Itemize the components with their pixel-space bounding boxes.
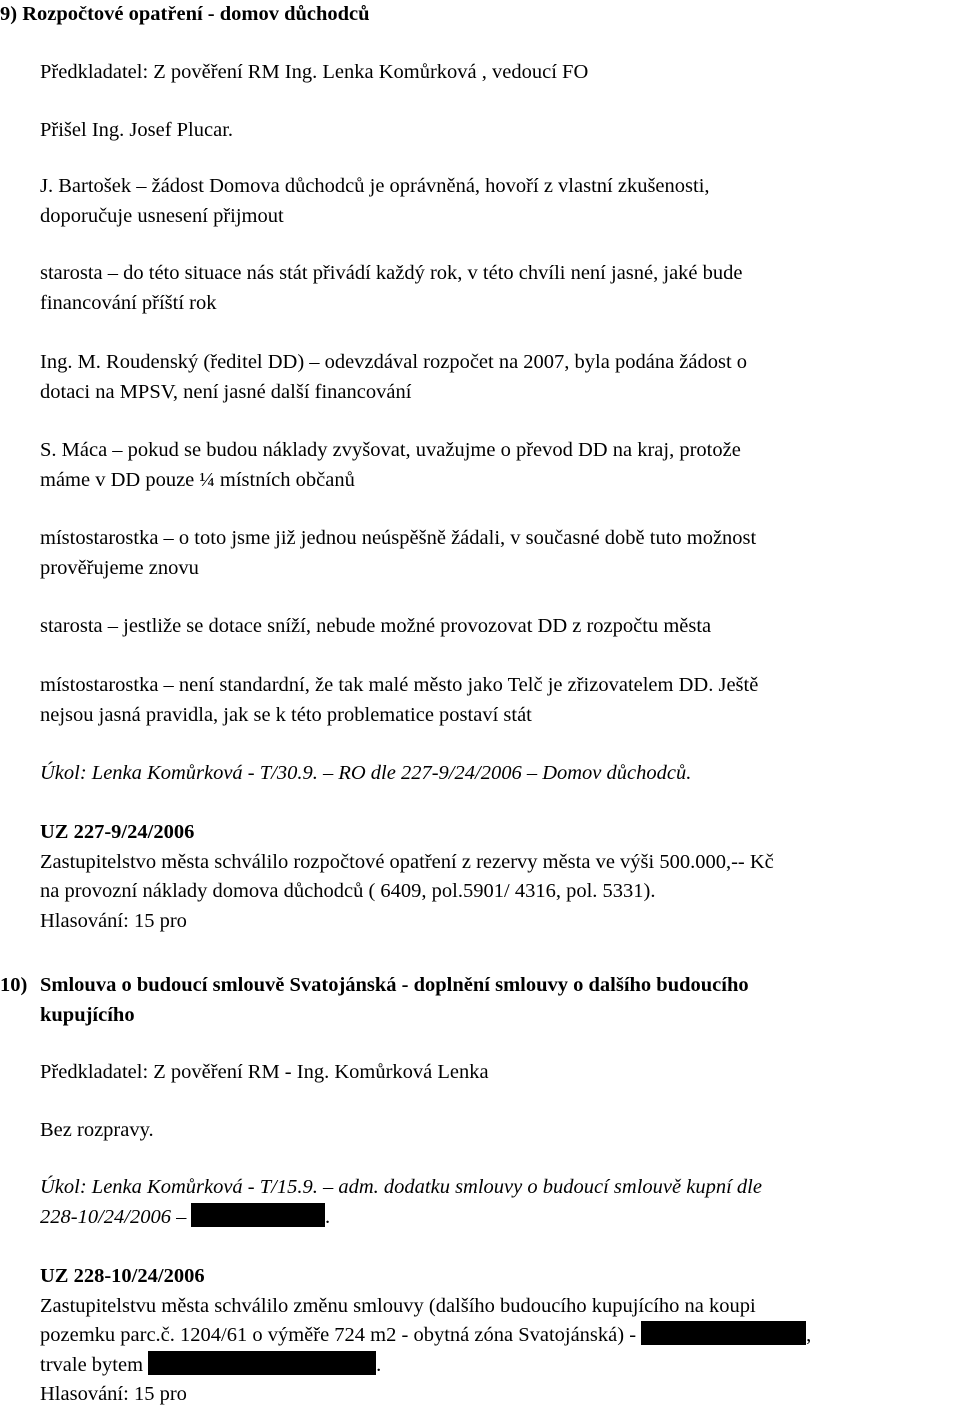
section-10-title-line: kupujícího bbox=[40, 1003, 135, 1026]
task-line bbox=[40, 1203, 940, 1233]
vote-result: Hlasování: 15 pro bbox=[40, 909, 187, 932]
resolution-id: UZ 227-9/24/2006 bbox=[40, 821, 195, 843]
resolution-line: Zastupitelstvo města schválilo rozpočtové opatření z rezervy města ve výši 500.000,-- Kč bbox=[40, 850, 774, 873]
discussion-line: prověřujeme znovu bbox=[40, 556, 199, 579]
resolution-228 bbox=[40, 1262, 940, 1410]
discussion-mistostarostka-1 bbox=[40, 524, 940, 583]
discussion-roudensky bbox=[40, 348, 940, 407]
discussion-line: dotaci na MPSV, není jasné další financování bbox=[40, 380, 412, 403]
discussion-line: doporučuje usnesení přijmout bbox=[40, 204, 284, 227]
section-10-title-line: Smlouva o budoucí smlouvě Svatojánská - doplnění smlouvy o dalšího budoucího bbox=[40, 974, 749, 996]
discussion-line: máme v DD pouze ¼ místních občanů bbox=[40, 468, 355, 491]
section-9-heading bbox=[0, 0, 370, 30]
redaction-block bbox=[148, 1351, 376, 1375]
discussion-line: místostarostka – není standardní, že tak malé město jako Telč je zřizovatelem DD. Ještě bbox=[40, 674, 759, 696]
discussion-starosta-2 bbox=[40, 612, 940, 642]
resolution-line: na provozní náklady domova důchodců ( 6409, pol.5901/ 4316, pol. 5331). bbox=[40, 880, 656, 902]
discussion-line: místostarostka – o toto jsme již jednou neúspěšně žádali, v současné době tuto možnost bbox=[40, 527, 757, 549]
discussion-line: nejsou jasná pravidla, jak se k této problematice postaví stát bbox=[40, 703, 532, 726]
resolution-id: UZ 228-10/24/2006 bbox=[40, 1265, 205, 1287]
section-9-task: Úkol: Lenka Komůrková - T/30.9. – RO dle 227-9/24/2006 – Domov důchodců. bbox=[40, 762, 692, 784]
section-10-no-debate: Bez rozpravy. bbox=[40, 1119, 154, 1141]
section-9-title: Rozpočtové opatření - domov důchodců bbox=[22, 3, 370, 25]
redaction-block bbox=[641, 1321, 806, 1345]
task-line-suffix: . bbox=[325, 1205, 331, 1228]
task-line-prefix: 228-10/24/2006 – bbox=[40, 1205, 187, 1228]
resolution-line bbox=[40, 1351, 940, 1381]
discussion-line: starosta – do této situace nás stát přivádí každý rok, v této chvíli není jasné, jaké bude bbox=[40, 262, 743, 284]
section-10-number: 10) bbox=[0, 974, 28, 996]
redaction-block bbox=[191, 1203, 325, 1227]
resolution-line-suffix: , bbox=[806, 1324, 812, 1346]
section-9-number: 9) bbox=[0, 3, 18, 25]
discussion-line: Ing. M. Roudenský (ředitel DD) – odevzdával rozpočet na 2007, byla podána žádost o bbox=[40, 351, 748, 373]
resolution-line-prefix: trvale bytem bbox=[40, 1353, 144, 1376]
vote-result: Hlasování: 15 pro bbox=[40, 1383, 187, 1405]
discussion-bartosek bbox=[40, 172, 940, 231]
resolution-227 bbox=[40, 818, 940, 936]
discussion-maca bbox=[40, 436, 940, 495]
task-line: Úkol: Lenka Komůrková - T/15.9. – adm. dodatku smlouvy o budoucí smlouvě kupní dle bbox=[40, 1176, 762, 1198]
discussion-line: J. Bartošek – žádost Domova důchodců je oprávněná, hovoří z vlastní zkušenosti, bbox=[40, 175, 710, 197]
section-10-presenter: Předkladatel: Z pověření RM - Ing. Komůrková Lenka bbox=[40, 1061, 489, 1083]
resolution-line: Zastupitelstvu města schválilo změnu smlouvy (dalšího budoucího kupujícího na koupi bbox=[40, 1294, 756, 1317]
section-9-arrival-note: Přišel Ing. Josef Plucar. bbox=[40, 119, 234, 141]
section-10-heading bbox=[40, 971, 940, 1030]
resolution-line-prefix: pozemku parc.č. 1204/61 o výměře 724 m2 - obytná zóna Svatojánská) - bbox=[40, 1324, 637, 1346]
discussion-line: S. Máca – pokud se budou náklady zvyšovat, uvažujme o převod DD na kraj, protože bbox=[40, 439, 741, 461]
section-9-presenter: Předkladatel: Z pověření RM Ing. Lenka Komůrková , vedoucí FO bbox=[40, 61, 589, 83]
discussion-line: starosta – jestliže se dotace sníží, nebude možné provozovat DD z rozpočtu města bbox=[40, 615, 712, 637]
discussion-starosta-1 bbox=[40, 259, 940, 318]
discussion-line: financování příští rok bbox=[40, 291, 217, 314]
resolution-line bbox=[40, 1321, 940, 1351]
discussion-mistostarostka-2 bbox=[40, 671, 940, 730]
resolution-line-suffix: . bbox=[376, 1353, 382, 1376]
section-10-task bbox=[40, 1173, 940, 1232]
